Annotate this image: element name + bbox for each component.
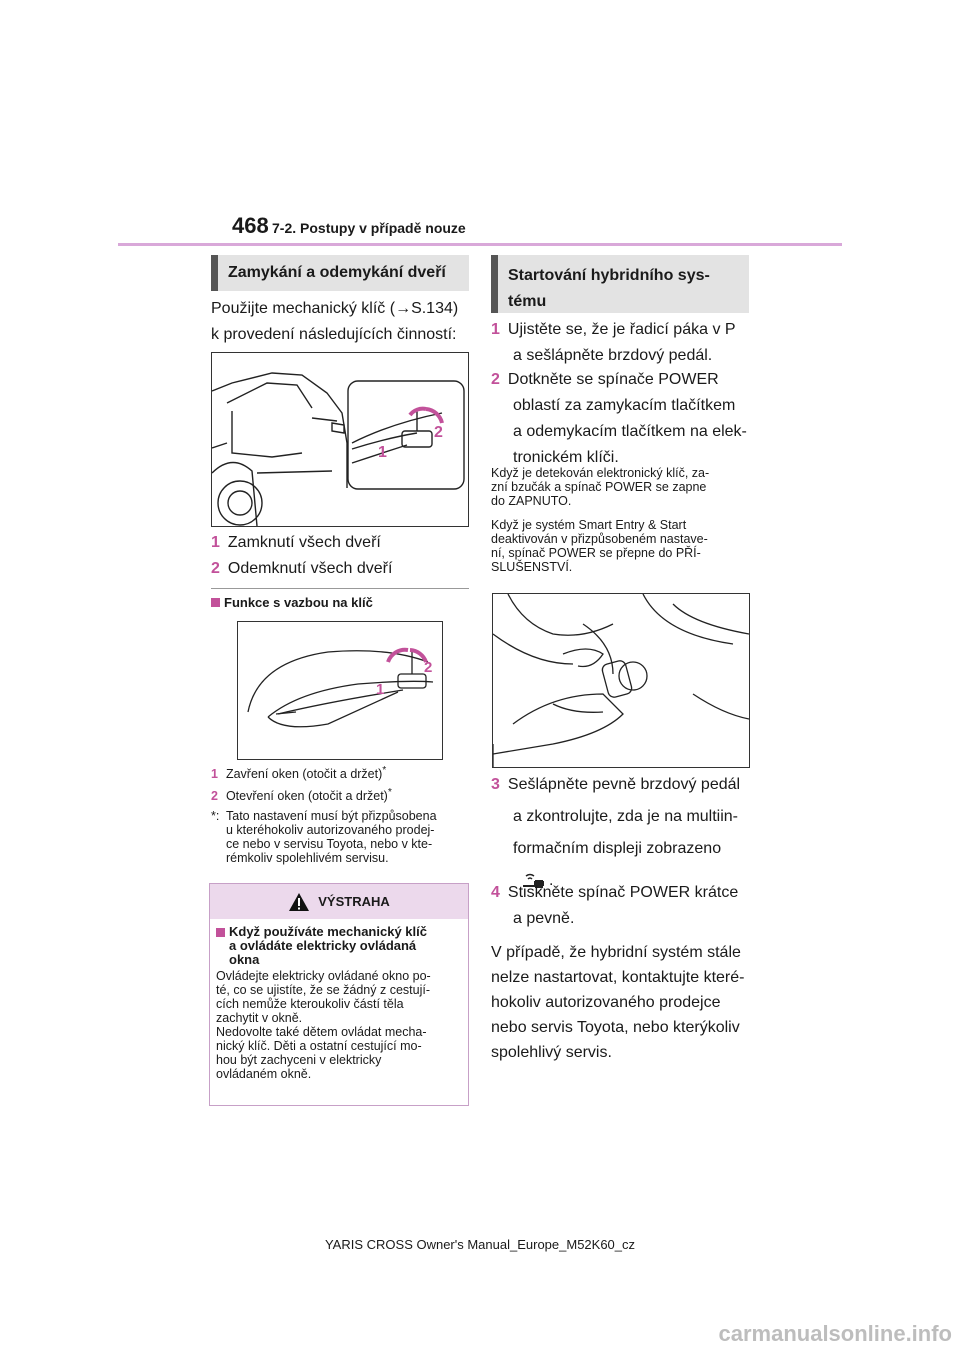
warning-heading-line: Když používáte mechanický klíč (229, 924, 427, 939)
paragraph-line: nebo servis Toyota, nebo kterýkoliv (491, 1019, 740, 1036)
window-step-1 (211, 764, 386, 781)
step-line: a pevně. (513, 910, 575, 927)
paragraph-line: nelze nastartovat, kontaktujte které- (491, 969, 745, 986)
right-step-4 (491, 880, 738, 932)
footnote-line: ce nebo v servisu Toyota, nebo v kte- (226, 837, 433, 851)
step-number: 1 (211, 534, 220, 551)
step-text: Zamknutí všech dveří (227, 534, 381, 551)
step-text: Zavření oken (otočit a držet) (225, 767, 383, 782)
final-paragraph (491, 940, 744, 1065)
sub-heading (211, 595, 373, 610)
right-step-2 (491, 367, 747, 471)
note-line: ní, spínač POWER se přepne do PŘÍ- (491, 546, 701, 560)
left-step-1 (211, 530, 381, 556)
step-text: Otevření oken (otočit a držet) (225, 789, 388, 804)
note-line: Když je systém Smart Entry & Start (491, 518, 687, 532)
right-note-2 (491, 518, 708, 574)
fig2-label-1: 1 (376, 681, 385, 698)
step-line: a zkontrolujte, zda je na multiin- (513, 808, 738, 825)
step-line: Stiskněte spínač POWER krátce (507, 884, 739, 901)
step-line: Ujistěte se, že je řadicí páka v P (507, 321, 736, 338)
footer-text: YARIS CROSS Owner's Manual_Europe_M52K60_cz (324, 1237, 636, 1252)
warning-line: cích nemůže kteroukoliv částí těla (216, 997, 404, 1011)
step-line: Dotkněte se spínače POWER (507, 371, 719, 388)
right-note-1 (491, 466, 709, 508)
right-heading-line: Startování hybridního sys- (508, 267, 710, 284)
watermark: carmanualsonline.info (718, 1321, 952, 1346)
warning-line: nický klíč. Děti a ostatní cestující mo- (216, 1039, 422, 1053)
step-number: 1 (491, 321, 500, 338)
door-figure (211, 352, 469, 527)
warning-line: zachytit v okně. (216, 1011, 303, 1025)
paragraph-line: hokoliv autorizovaného prodejce (491, 994, 721, 1011)
window-step-2 (211, 786, 392, 803)
step-text: Odemknutí všech dveří (227, 560, 393, 577)
step-line: formačním displeji zobrazeno (513, 840, 722, 857)
indicator-tail: . (549, 872, 554, 889)
note-line: deaktivován v přizpůsobeném nastave- (491, 532, 708, 546)
left-heading: Zamykání a odemykání dveří (211, 255, 469, 291)
note-line: Když je detekován elektronický klíč, za- (491, 466, 710, 480)
step-number: 2 (211, 789, 218, 804)
note-line: SLUŠENSTVÍ. (491, 560, 573, 574)
key-figure (237, 621, 443, 760)
bullet-square (216, 928, 225, 937)
step-line: tronickém klíči. (513, 449, 619, 466)
step-line: Sešlápněte pevně brzdový pedál (507, 776, 741, 793)
left-intro-line2: k provedení následujících činností: (211, 326, 457, 343)
right-heading (491, 255, 749, 313)
warning-heading (216, 925, 462, 967)
step-number: 4 (491, 884, 500, 901)
note-line: zní bzučák a spínač POWER se zapne (491, 480, 707, 494)
step-line: oblastí za zamykacím tlačítkem (513, 397, 736, 414)
warning-header (210, 884, 468, 919)
right-step-1 (491, 317, 736, 369)
page-number: 468 (232, 213, 269, 238)
power-switch-figure (492, 593, 750, 768)
step-number: 1 (211, 767, 218, 782)
footnote-mark: * (382, 765, 387, 776)
note-line: do ZAPNUTO. (491, 494, 572, 508)
step-number: 2 (491, 371, 500, 388)
fig2-label-2: 2 (424, 659, 433, 676)
divider (211, 588, 469, 589)
warning-line: Ovládejte elektricky ovládané okno po- (216, 969, 431, 983)
step-line: a sešlápněte brzdový pedál. (513, 347, 713, 364)
warning-box (209, 883, 469, 1106)
warning-line: té, co se ujistíte, že se žádný z cestují- (216, 983, 430, 997)
paragraph-line: V případě, že hybridní systém stále (491, 944, 741, 961)
footnote-prefix: *: (211, 809, 220, 823)
footnote-text (226, 809, 437, 865)
door-handle-illustration (238, 622, 442, 759)
warning-triangle-icon (288, 892, 310, 912)
left-step-2 (211, 556, 392, 582)
step-number: 3 (491, 776, 500, 793)
footnote-line: u kteréhokoliv autorizovaného prodej- (226, 823, 435, 837)
fig-label-1: 1 (378, 444, 387, 461)
section-title: 7-2. Postupy v případě nouze (272, 220, 466, 236)
sub-heading-text: Funkce s vazbou na klíč (224, 595, 373, 610)
footnote-line: rémkoliv spolehlivém servisu. (226, 851, 389, 865)
power-switch-illustration (493, 594, 749, 767)
step-number: 2 (211, 560, 220, 577)
fig-label-2: 2 (434, 424, 443, 441)
step-line: a odemykacím tlačítkem na elek- (513, 423, 747, 440)
warning-content (210, 919, 468, 1081)
warning-title: VÝSTRAHA (318, 894, 390, 909)
right-step-3 (491, 772, 740, 894)
paragraph-line: spolehlivý servis. (491, 1044, 612, 1061)
header-rule (118, 243, 842, 246)
footnote-line: Tato nastavení musí být přizpůsobena (226, 809, 437, 823)
warning-line: hou být zachyceni v elektricky (216, 1053, 382, 1067)
warning-line: ovládaném okně. (216, 1067, 312, 1081)
warning-line: Nedovolte také dětem ovládat mecha- (216, 1025, 427, 1039)
footnote-mark: * (387, 787, 392, 798)
bullet-square (211, 598, 220, 607)
warning-heading-line: a ovládáte elektricky ovládaná (229, 938, 417, 953)
left-intro-line1: Použijte mechanický klíč (→S.134) (211, 300, 459, 317)
warning-body (216, 969, 462, 1081)
right-heading-line: tému (508, 293, 547, 310)
car-door-illustration (212, 353, 468, 526)
warning-heading-line: okna (229, 952, 260, 967)
